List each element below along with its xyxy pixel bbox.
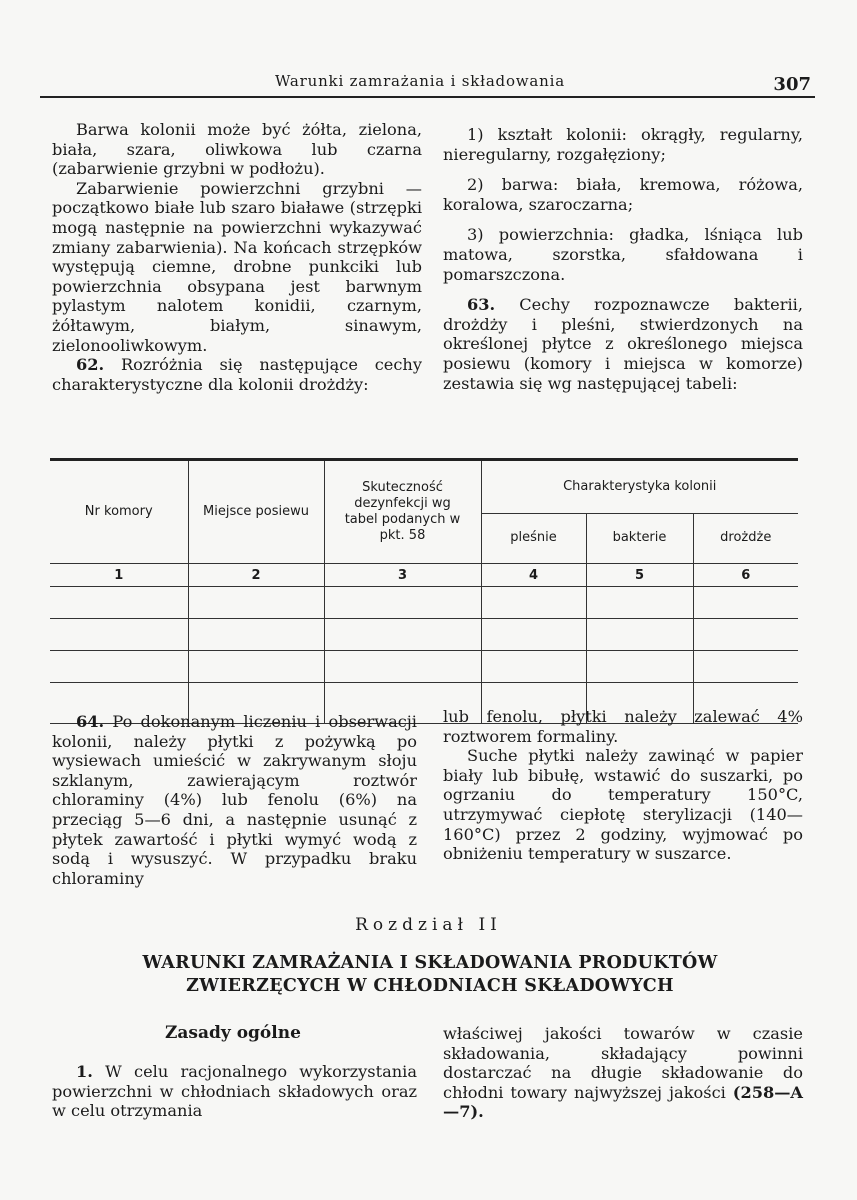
paragraph-62 <box>52 355 422 394</box>
table-cell <box>481 651 586 683</box>
paragraph-continuation <box>443 1024 803 1122</box>
paragraph-number: 63. <box>467 295 496 315</box>
table-cell <box>188 619 324 651</box>
paragraph-mycelium-color: Zabarwienie powierzchni grzybni — początkowo białe lub szaro białawe (strzępki mogą następnie na powierzchni wykazywać zmiany zabarwienia). Na końcach strzępków występują ciemne, drobne punkciki lub powierzchnia obsypana jest barwnym pylastym nalotem konidii, czarnym, żółtawym, białym, sinawym, zielonooliwkowym. <box>52 178 422 355</box>
paragraph-drying: Suche płytki należy zawinąć w papier biały lub bibułę, wstawić do suszarki, po ogrzaniu do temperatury 150°C, utrzymywać ciepłotę sterylizacji (140—160°C) przez 2 godziny, wyjmować po obniżeniu temperatury w suszarce. <box>443 746 803 864</box>
table-row-numbers <box>50 564 798 587</box>
table-cell <box>481 619 586 651</box>
header-rule <box>40 96 815 98</box>
paragraph-text: właściwej jakości towarów w czasie składowania, składający powinni dostarczać na długie składowanie do chłodni towary najwyższej jakości <box>443 1024 803 1102</box>
table-cell <box>324 619 481 651</box>
reference-code: (258—A—7). <box>443 1082 803 1122</box>
paragraph-1 <box>52 1062 417 1121</box>
col-header-bacteria: bakterie <box>586 513 693 563</box>
left-column <box>52 120 422 394</box>
column-number: 3 <box>324 564 481 587</box>
table-cell <box>50 651 188 683</box>
table-cell <box>50 619 188 651</box>
paragraph-colony-color: Barwa kolonii może być żółta, zielona, biała, szara, oliwkowa lub czarna (zabarwienie grzybni w podłożu). <box>52 120 422 179</box>
table-cell <box>586 619 693 651</box>
paragraph-number: 64. <box>76 712 105 731</box>
column-number: 6 <box>693 564 798 587</box>
right-column <box>443 125 803 393</box>
col-header-chamber: Nr komory <box>50 460 188 564</box>
paragraph-text: Rozróżnia się następujące cechy charakterystyczne dla kolonii drożdży: <box>52 355 422 394</box>
table-cell <box>586 587 693 619</box>
paragraph-text: Po dokonanym liczeniu i obserwacji kolonii, należy płytki z pożywką po wysiewach umieścić w zakrywanym słoju szklanym, zawierającym roztwór chloraminy (4%) lub fenolu (6%) na przeciąg 5—6 dni, a następnie usunąć z płytek zawartość i płytki wymyć wodą z sodą i wysuszyć. W przypadku braku chloraminy <box>52 712 417 888</box>
page-header <box>40 60 815 100</box>
bottom-left-column <box>52 712 417 888</box>
table-cell <box>693 619 798 651</box>
column-number: 5 <box>586 564 693 587</box>
column-number: 1 <box>50 564 188 587</box>
list-item-shape: 1) kształt kolonii: okrągły, regularny, nieregularny, rozgałęziony; <box>443 125 803 164</box>
paragraph-number: 1. <box>76 1062 93 1081</box>
table-cell <box>324 587 481 619</box>
table-cell <box>188 651 324 683</box>
page-number: 307 <box>773 74 811 95</box>
paragraph-text: Cechy rozpoznawcze bakterii, drożdży i pleśni, stwierdzonych na określonej płytce z określonego miejsca posiewu (komory i miejsca w komorze) zestawia się wg następującej tabeli: <box>443 295 803 393</box>
list-item-color: 2) barwa: biała, kremowa, różowa, koralowa, szaroczarna; <box>443 175 803 214</box>
table-row <box>50 619 798 651</box>
running-title: Warunki zamrażania i składowania <box>275 72 565 90</box>
col-header-yeasts: drożdże <box>693 513 798 563</box>
paragraph-63 <box>443 295 803 393</box>
table-cell <box>188 587 324 619</box>
col-header-molds: pleśnie <box>481 513 586 563</box>
column-number: 4 <box>481 564 586 587</box>
table-row <box>50 587 798 619</box>
colony-characteristics-table <box>50 458 798 724</box>
table-cell <box>50 587 188 619</box>
final-right-column <box>443 1024 803 1122</box>
table-cell <box>481 587 586 619</box>
paragraph-64 <box>52 712 417 888</box>
table-row <box>50 651 798 683</box>
list-item-surface: 3) powierzchnia: gładka, lśniąca lub matowa, szorstka, sfałdowana i pomarszczona. <box>443 225 803 284</box>
bottom-right-column <box>443 707 803 864</box>
paragraph-continuation: lub fenolu, płytki należy zalewać 4% roztworem formaliny. <box>443 707 803 746</box>
col-header-colony-group: Charakterystyka kolonii <box>481 460 798 514</box>
table-cell <box>324 651 481 683</box>
final-left-column <box>52 1062 417 1121</box>
col-header-disinfection: Skuteczność dezynfekcji wg tabel podanych w pkt. 58 <box>324 460 481 564</box>
paragraph-text: W celu racjonalnego wykorzystania powierzchni w chłodniach składowych oraz w celu otrzymania <box>52 1062 417 1121</box>
table-cell <box>693 587 798 619</box>
section-subtitle: Zasady ogólne <box>165 1023 301 1043</box>
col-header-location: Miejsce posiewu <box>188 460 324 564</box>
table-cell <box>693 651 798 683</box>
chapter-title: WARUNKI ZAMRAŻANIA I SKŁADOWANIA PRODUKTÓW ZWIERZĘCYCH W CHŁODNIACH SKŁADOWYCH <box>142 953 718 996</box>
column-number: 2 <box>188 564 324 587</box>
chapter-label: Rozdział II <box>355 915 502 935</box>
paragraph-number: 62. <box>76 355 105 375</box>
table-cell <box>586 651 693 683</box>
